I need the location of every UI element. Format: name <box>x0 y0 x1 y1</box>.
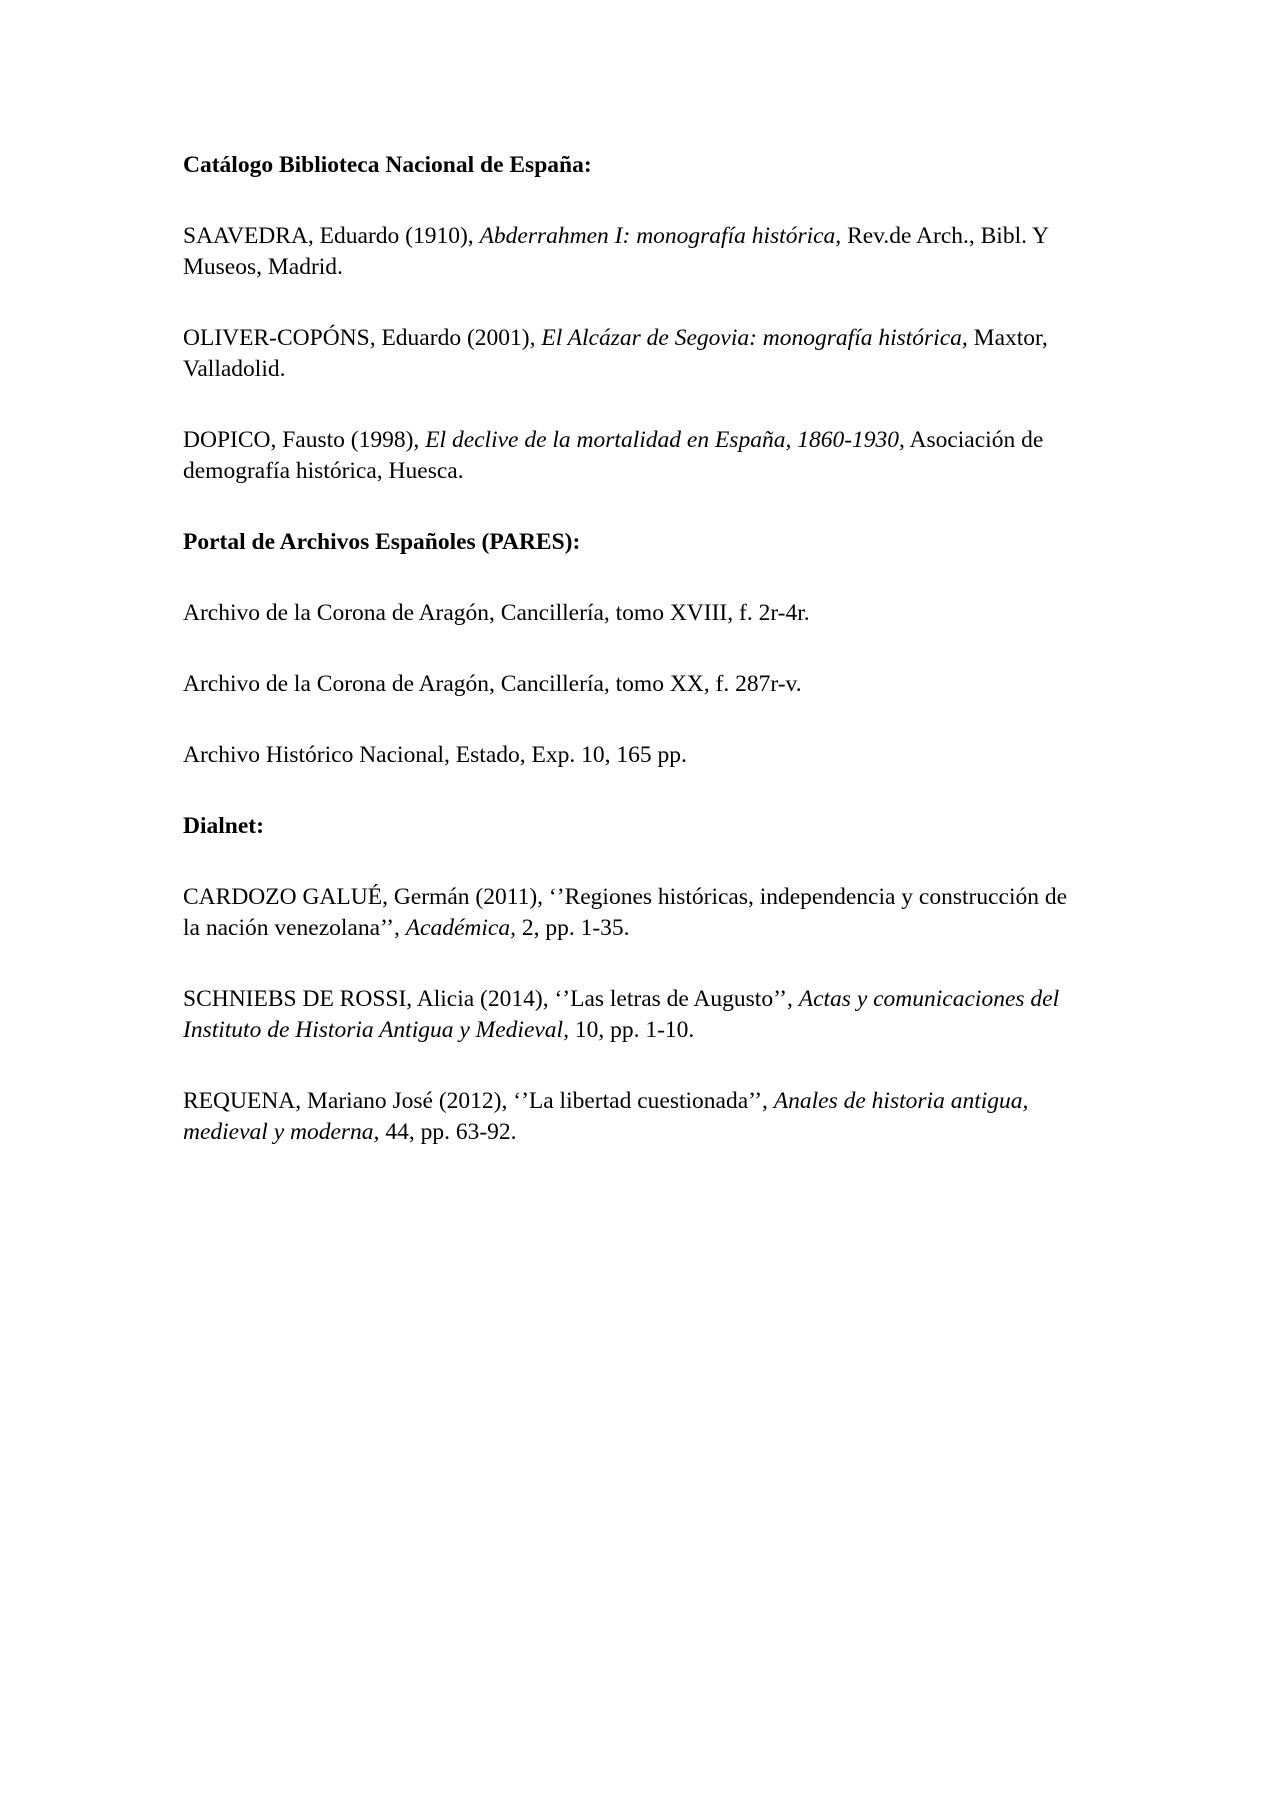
reference-entry: Archivo de la Corona de Aragón, Cancillería, tomo XVIII, f. 2r-4r. <box>183 600 810 626</box>
reference-entry: CARDOZO GALUÉ, Germán (2011), ‘’Regiones históricas, independencia y construcción de la nación venezolana’’, Académica, 2, pp. 1-35. <box>183 884 1068 941</box>
reference-entry: Archivo de la Corona de Aragón, Cancillería, tomo XX, f. 287r-v. <box>183 671 802 697</box>
section-heading-pares: Portal de Archivos Españoles (PARES): <box>183 529 581 555</box>
section-heading-dialnet: Dialnet: <box>183 813 264 839</box>
bibliography-page <box>183 150 1083 1148</box>
reference-entry: SCHNIEBS DE ROSSI, Alicia (2014), ‘’Las letras de Augusto’’, Actas y comunicaciones del Instituto de Historia Antigua y Medieval, 10, pp. 1-10. <box>183 986 1060 1043</box>
section-heading-bne: Catálogo Biblioteca Nacional de España: <box>183 152 592 178</box>
reference-entry: OLIVER-COPÓNS, Eduardo (2001), El Alcázar de Segovia: monografía histórica, Maxtor, Valladolid. <box>183 325 1048 382</box>
reference-entry: SAAVEDRA, Eduardo (1910), Abderrahmen I: monografía histórica, Rev.de Arch., Bibl. Y Museos, Madrid. <box>183 223 1049 280</box>
reference-entry: DOPICO, Fausto (1998), El declive de la mortalidad en España, 1860-1930, Asociación de demografía histórica, Huesca. <box>183 427 1044 484</box>
reference-entry: REQUENA, Mariano José (2012), ‘’La libertad cuestionada’’, Anales de historia antigua, medieval y moderna, 44, pp. 63-92. <box>183 1088 1029 1145</box>
reference-entry: Archivo Histórico Nacional, Estado, Exp. 10, 165 pp. <box>183 742 687 768</box>
